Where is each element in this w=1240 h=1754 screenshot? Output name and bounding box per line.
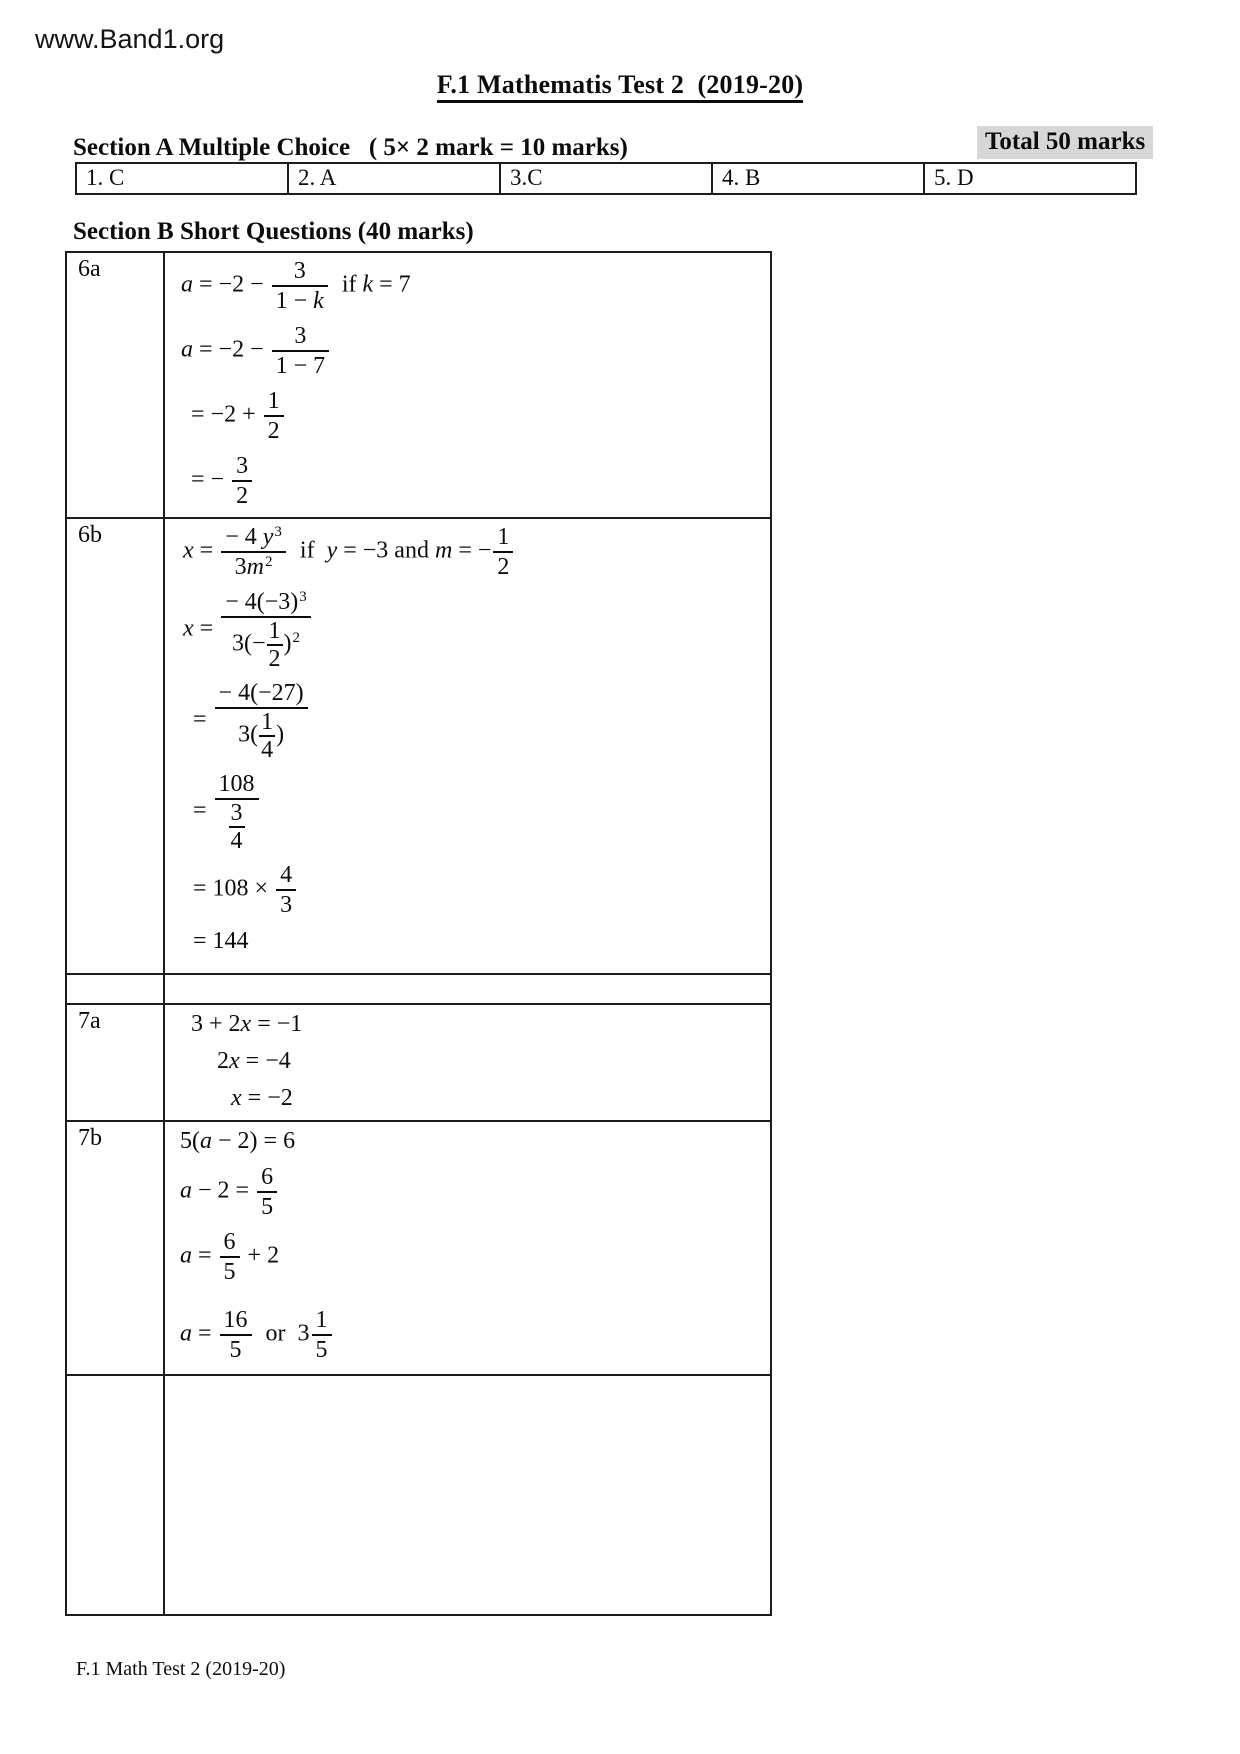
answers-row [76,163,1136,194]
workings-row-7a [66,1004,771,1121]
math-text: = −2 + [191,401,262,428]
fraction [215,770,259,854]
math-text: 6 [261,1164,274,1190]
math-variable: x [231,1085,242,1111]
math-variable: a [181,336,193,363]
fraction [267,618,283,672]
math-line [180,1163,764,1221]
math-text: 1 [267,388,280,414]
fraction [220,1228,240,1286]
math-text: = −2 − [193,336,270,363]
math-text: = − [452,537,492,564]
superscript: 3 [299,588,307,605]
multiple-choice-answer-table [75,162,1137,195]
math-text: 1 [268,618,281,644]
fraction [312,1306,332,1364]
math-line [181,257,764,315]
answer-cell: 2. A [288,163,500,194]
math-text: 1 − 7 [275,353,326,379]
math-text: 3 [236,453,249,479]
math-text: 16 [223,1307,248,1333]
math-text: = [192,1320,218,1347]
superscript: 2 [264,553,273,570]
math-line [191,452,764,510]
math-text: 3 [280,892,293,918]
section-b-heading: Section B Short Questions (40 marks) [73,218,474,245]
math-text: 3 [293,258,306,284]
fraction [272,322,330,380]
site-url: www.Band1.org [35,24,225,54]
working-content [164,1121,771,1375]
math-text: 4 [261,737,274,763]
math-text: + 2 [241,1242,280,1269]
math-text: 108 [218,771,255,797]
math-variable: k [362,271,374,298]
math-text: 1 − [275,288,314,314]
question-label: 7b [66,1121,164,1375]
math-text: = 108 × [193,875,275,902]
answer-cell: 5. D [924,163,1136,194]
math-text: = 7 [373,271,411,298]
math-text: = 144 [193,928,249,954]
workings-row-6b [66,518,771,974]
math-line [183,523,764,581]
math-text: 2 [268,646,281,672]
math-text: 5 [261,1194,274,1220]
math-text: 5 [229,1337,242,1363]
fraction [220,1306,252,1364]
math-variable: x [229,1048,240,1074]
math-line [181,322,764,380]
math-text: = [192,1242,218,1269]
math-text: = −3 and [337,537,435,564]
workings-body [66,252,771,1615]
math-text: − 4 [225,524,263,550]
math-line [180,1126,764,1156]
math-text: = −2 [241,1085,293,1111]
question-label [66,974,164,1004]
math-text: 2 [267,418,280,444]
math-text: = [193,537,220,564]
math-text: 2 [497,554,510,580]
fraction [232,452,252,510]
answer-cell: 3.C [500,163,712,194]
math-line [217,1046,764,1076]
math-line [191,387,764,445]
math-line [180,1228,764,1286]
math-variable: x [183,537,194,564]
fraction [272,257,328,315]
working-content [164,974,771,1004]
total-marks-badge: Total 50 marks [977,126,1153,159]
question-label [66,1375,164,1615]
math-text: 4 [230,828,243,854]
math-text: 5 [223,1259,236,1285]
math-variable: x [183,615,194,642]
math-line [191,1009,764,1039]
math-line [231,1083,764,1113]
math-text: − 4(−3) [225,589,299,615]
math-variable: k [313,288,324,314]
math-text: 1 [261,709,274,735]
fraction [229,800,245,854]
math-line [180,1306,764,1364]
question-label: 7a [66,1004,164,1121]
math-text: 2 [236,483,249,509]
working-content [164,1375,771,1615]
fraction [221,523,286,581]
fraction [257,1163,277,1221]
math-text: ) [276,721,285,748]
math-text: = −2 − [193,271,270,298]
fraction [493,523,513,581]
superscript: 3 [274,523,282,540]
working-content [164,1004,771,1121]
math-line [183,588,764,672]
math-text: or 3 [253,1320,310,1347]
math-text: − 2 = [192,1177,256,1204]
math-text: = [193,797,213,824]
math-line [193,926,764,956]
math-line [193,861,764,919]
math-text: = − [191,466,231,493]
math-variable: a [180,1177,192,1204]
math-variable: x [240,1011,252,1037]
math-text: 3 [234,554,247,580]
working-content [164,518,771,974]
math-variable: a [181,271,193,298]
math-variable: y [326,537,338,564]
answer-cell: 4. B [712,163,924,194]
math-text: − 2) = 6 [212,1128,296,1154]
math-variable: a [180,1320,192,1347]
workings-row-blank-5 [66,1375,771,1615]
fraction [264,387,284,445]
title-row [0,70,1240,100]
math-variable: m [434,537,453,564]
fraction [215,679,308,763]
workings-row-7b [66,1121,771,1375]
question-label: 6a [66,252,164,518]
math-text: = [193,706,213,733]
math-text: 3 + 2 [191,1011,241,1037]
fraction [221,588,311,672]
math-text: − 4(−27) [218,680,304,706]
math-text: 2 [217,1048,229,1074]
question-label: 6b [66,518,164,974]
math-variable: y [262,524,274,550]
math-text: 5( [180,1128,200,1154]
section-a-heading: Section A Multiple Choice ( 5× 2 mark = 10 marks) [73,134,628,161]
math-text: if [287,537,327,564]
math-text: 4 [280,862,293,888]
math-text: 3(− [231,630,266,657]
math-text: = [193,615,220,642]
math-line [193,679,764,763]
math-text: ) [283,630,292,657]
workings-row-blank-2 [66,974,771,1004]
answer-cell: 1. C [76,163,288,194]
math-text: = −4 [239,1048,291,1074]
math-text: 3 [230,800,243,826]
math-text: 1 [315,1307,328,1333]
math-text: if [329,271,363,298]
math-variable: m [246,554,264,580]
superscript: 2 [292,630,300,647]
math-variable: a [200,1128,212,1154]
footer-text: F.1 Math Test 2 (2019-20) [76,1658,286,1680]
math-text: 3( [238,721,259,748]
math-text: 6 [223,1229,236,1255]
math-variable: a [180,1242,192,1269]
working-content [164,252,771,518]
math-text: 1 [497,524,510,550]
page-title: F.1 Mathematis Test 2 (2019-20) [437,70,804,103]
fraction [259,709,275,763]
math-text: = −1 [251,1011,303,1037]
workings-row-6a [66,252,771,518]
math-line [193,770,764,854]
short-questions-table [65,251,772,1616]
math-text: 5 [315,1337,328,1363]
math-text: 3 [294,323,307,349]
fraction [276,861,296,919]
